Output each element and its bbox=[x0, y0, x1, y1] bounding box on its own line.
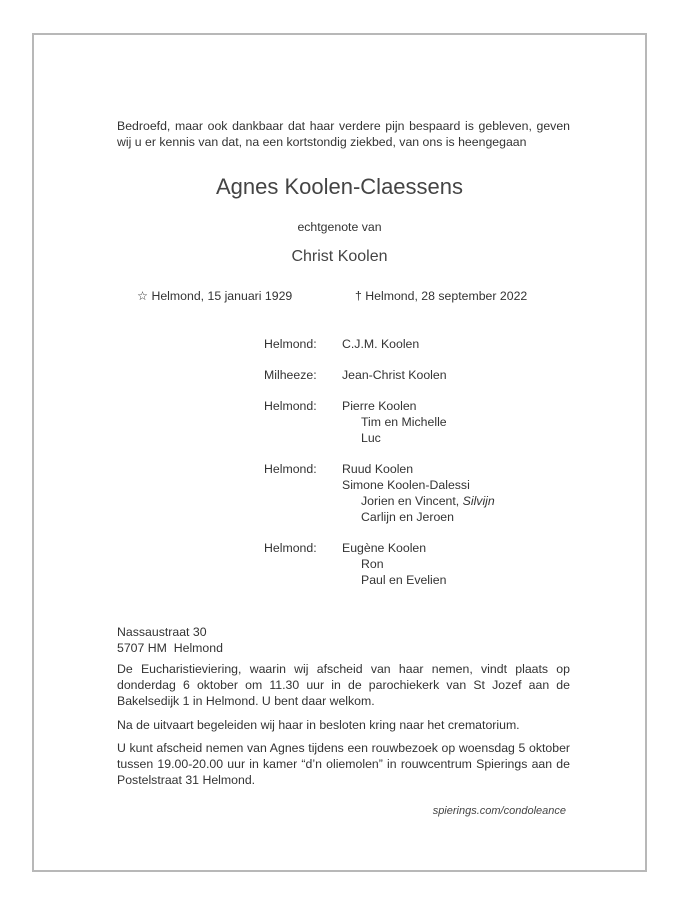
family-group bbox=[264, 540, 495, 588]
family-place: Helmond: bbox=[264, 399, 317, 413]
family-member-name: Eugène Koolen bbox=[342, 541, 427, 555]
family-member bbox=[342, 336, 419, 352]
family-member bbox=[342, 493, 495, 509]
family-group bbox=[264, 336, 495, 352]
family-member bbox=[342, 509, 495, 525]
address-block bbox=[117, 624, 223, 656]
family-member-name: Carlijn en Jeroen bbox=[361, 510, 454, 524]
spouse-name: Christ Koolen bbox=[291, 248, 388, 265]
family-group bbox=[264, 461, 495, 525]
family-members bbox=[342, 367, 447, 383]
family-member bbox=[342, 540, 446, 556]
ceremony-text: De Eucharistieviering, waarin wij afscheid van haar nemen, vindt plaats op donderdag 6 oktober om 11.30 uur in de parochiekerk van St Jozef aan de Bakelsedijk 1 in Helmond. U bent daar welkom. bbox=[117, 662, 570, 708]
family-member-name: Jorien en Vincent, bbox=[361, 494, 463, 508]
family-member bbox=[342, 572, 446, 588]
family-member-name: Paul en Evelien bbox=[361, 573, 447, 587]
family-group bbox=[264, 398, 495, 446]
family-member bbox=[342, 556, 446, 572]
family-place: Helmond: bbox=[264, 462, 317, 476]
family-place: Milheeze: bbox=[264, 368, 317, 382]
deceased-name: Agnes Koolen-Claessens bbox=[215, 174, 464, 199]
address-city: 5707 HM Helmond bbox=[117, 641, 223, 655]
family-place: Helmond: bbox=[264, 337, 317, 351]
family-members bbox=[342, 336, 419, 352]
family-member-name: Jean-Christ Koolen bbox=[342, 368, 447, 382]
family-member bbox=[342, 477, 495, 493]
family-member-grandchild: Silvijn bbox=[462, 494, 495, 508]
family-member-name: Ruud Koolen bbox=[342, 462, 414, 476]
family-group bbox=[264, 367, 495, 383]
family-member bbox=[342, 461, 495, 477]
family-member bbox=[342, 367, 447, 383]
intro-text: Bedroefd, maar ook dankbaar dat haar verdere pijn bespaard is gebleven, geven wij u er kennis van dat, na een kortstondig ziekbed, van ons is heengegaan bbox=[117, 119, 570, 149]
family-member-name: Pierre Koolen bbox=[342, 399, 417, 413]
spouse-label: echtgenote van bbox=[297, 220, 382, 234]
death-notice-card bbox=[32, 33, 647, 872]
family-member-name: Luc bbox=[361, 431, 381, 445]
family-list bbox=[264, 336, 495, 603]
condolence-link[interactable]: spierings.com/condoleance bbox=[432, 805, 566, 817]
family-member bbox=[342, 430, 447, 446]
death-line: † Helmond, 28 september 2022 bbox=[355, 289, 528, 303]
family-member bbox=[342, 414, 447, 430]
family-members bbox=[342, 540, 446, 588]
family-member bbox=[342, 398, 447, 414]
family-place: Helmond: bbox=[264, 541, 317, 555]
family-member-name: Tim en Michelle bbox=[361, 415, 447, 429]
family-members bbox=[342, 461, 495, 525]
family-member-name: C.J.M. Koolen bbox=[342, 337, 420, 351]
birth-line: ☆ Helmond, 15 januari 1929 bbox=[137, 289, 293, 303]
address-street: Nassaustraat 30 bbox=[117, 625, 207, 639]
family-members bbox=[342, 398, 447, 446]
family-member-name: Ron bbox=[361, 557, 384, 571]
visitation-text: U kunt afscheid nemen van Agnes tijdens een rouwbezoek op woensdag 5 oktober tussen 19.00-20.00 uur in kamer “d’n oliemolen” in rouwcentrum Spierings aan de Postelstraat 31 Helmond. bbox=[117, 741, 570, 787]
cremation-text: Na de uitvaart begeleiden wij haar in besloten kring naar het crematorium. bbox=[117, 718, 520, 732]
family-member-name: Simone Koolen-Dalessi bbox=[342, 478, 470, 492]
